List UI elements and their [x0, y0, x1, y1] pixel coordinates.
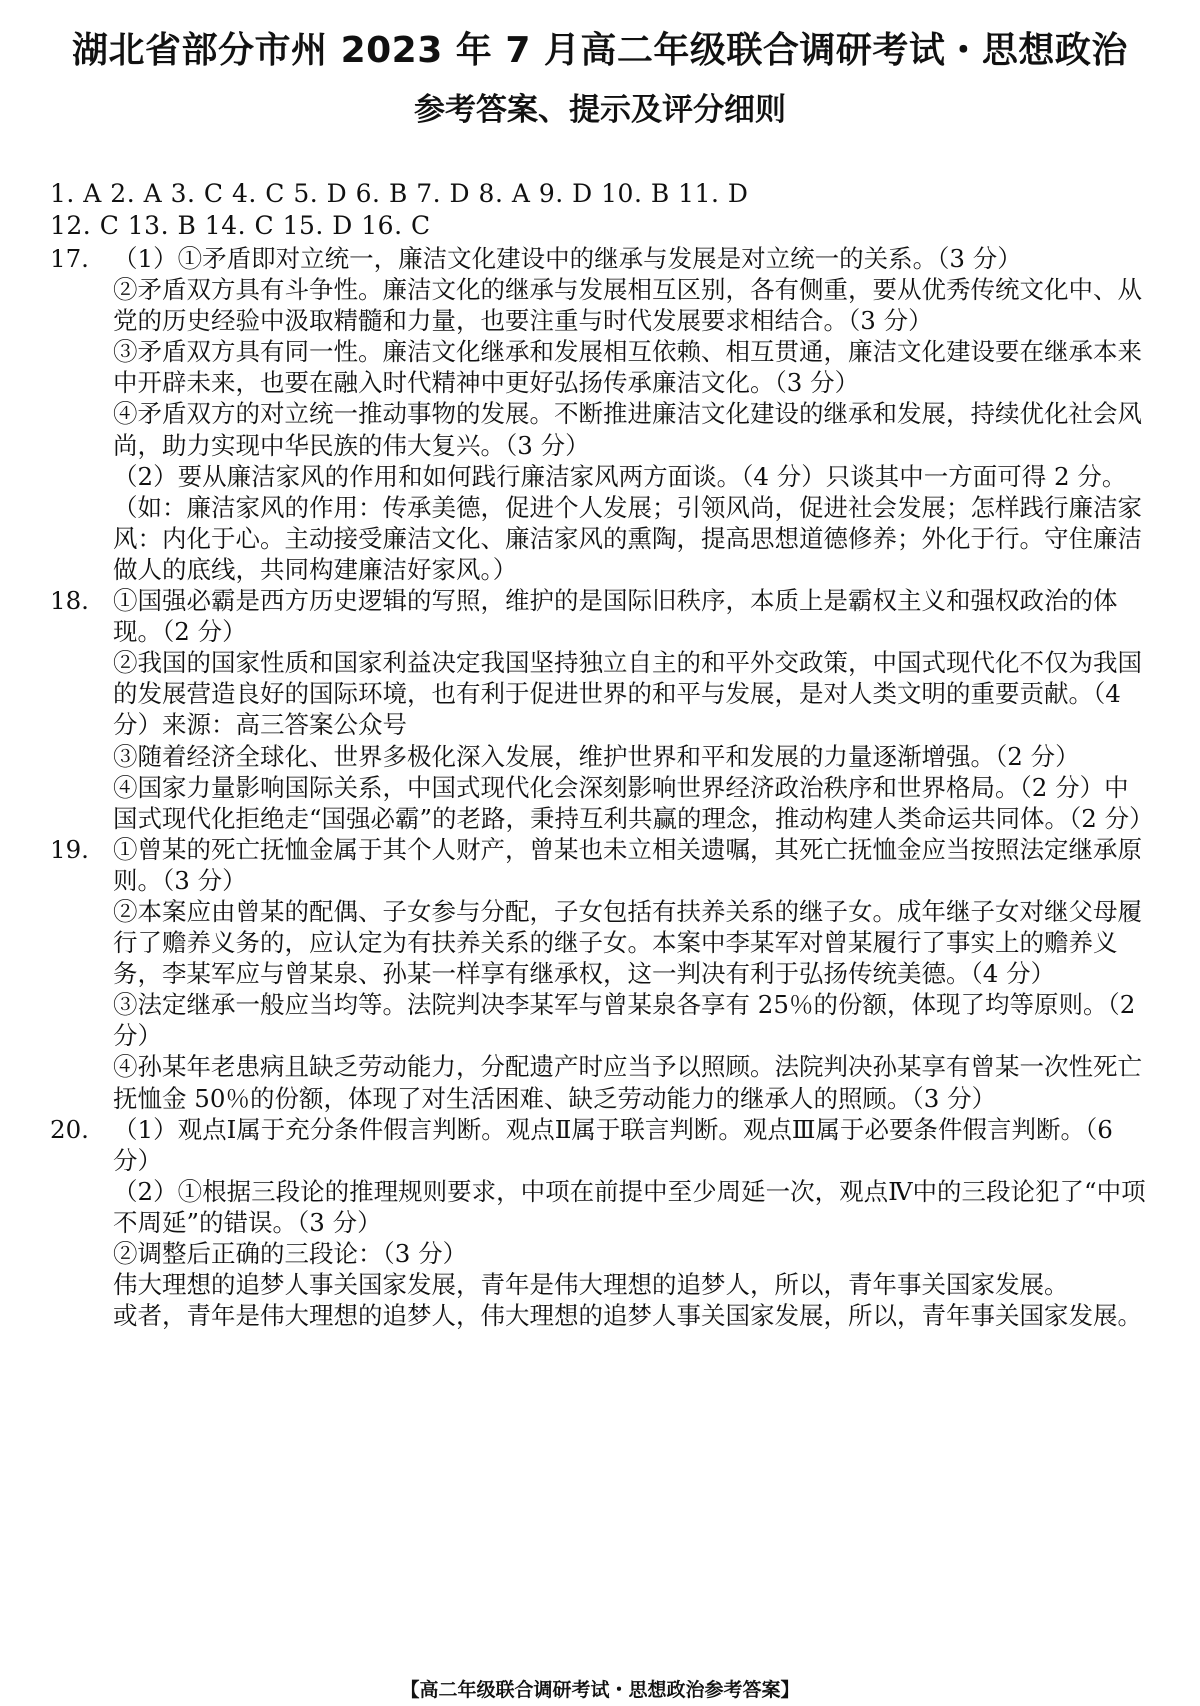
answer-paragraph: ③矛盾双方具有同一性。廉洁文化继承和发展相互依赖、相互贯通，廉洁文化建设要在继承本来中开辟未来，也要在融入时代精神中更好弘扬传承廉洁文化。（3 分） — [113, 337, 1142, 398]
answer-paragraph: ①国强必霸是西方历史逻辑的写照，维护的是国际旧秩序，本质上是霸权主义和强权政治的体现。（2 分） — [113, 586, 1118, 647]
answer-paragraph: ②我国的国家性质和国家利益决定我国坚持独立自主的和平外交政策，中国式现代化不仅为我国的发展营造良好的国际环境，也有利于促进世界的和平与发展，是对人类文明的重要贡献。（4 分）来源：高三答案公众号 — [113, 648, 1142, 740]
answer-paragraph: ④孙某年老患病且缺乏劳动能力，分配遗产时应当予以照顾。法院判决孙某享有曾某一次性死亡抚恤金 50％的份额，体现了对生活困难、缺乏劳动能力的继承人的照顾。（3 分） — [113, 1052, 1142, 1113]
answer-paragraph: ③法定继承一般应当均等。法院判决李某军与曾某泉各享有 25％的份额，体现了均等原则。（2 分） — [113, 990, 1136, 1051]
answer-paragraph: （如：廉洁家风的作用：传承美德，促进个人发展；引领风尚，促进社会发展；怎样践行廉洁家风：内化于心。主动接受廉洁文化、廉洁家风的熏陶，提高思想道德修养；外化于行。守住廉洁做人的底线，共同构建廉洁好家风。） — [113, 492, 1142, 584]
answer-paragraph: ③随着经济全球化、世界多极化深入发展，维护世界和平和发展的力量逐渐增强。（2 分） — [113, 741, 1080, 771]
choice-answers-line-2: 12. C 13. B 14. C 15. D 16. C — [50, 211, 431, 240]
question-20 — [0, 1114, 1200, 1332]
answer-paragraph: ②调整后正确的三段论：（3 分） — [113, 1239, 468, 1268]
question-19 — [0, 834, 1200, 1114]
answer-paragraph: （2）①根据三段论的推理规则要求，中项在前提中至少周延一次，观点Ⅳ中的三段论犯了“中项不周延”的错误。（3 分） — [113, 1176, 1146, 1237]
document-title: 湖北省部分市州 2023 年 7 月高二年级联合调研考试・思想政治 — [72, 30, 1128, 71]
choice-answers-line-1: 1. A 2. A 3. C 4. C 5. D 6. B 7. D 8. A 9. D 10. B 11. D — [50, 179, 749, 208]
answer-paragraph: ②矛盾双方具有斗争性。廉洁文化的继承与发展相互区别，各有侧重，要从优秀传统文化中、从党的历史经验中汲取精髓和力量，也要注重与时代发展要求相结合。（3 分） — [113, 275, 1142, 336]
answer-paragraph: （1）观点Ⅰ属于充分条件假言判断。观点Ⅱ属于联言判断。观点Ⅲ属于必要条件假言判断。（6 分） — [113, 1114, 1113, 1175]
answer-paragraph: 伟大理想的追梦人事关国家发展，青年是伟大理想的追梦人，所以，青年事关国家发展。 — [113, 1270, 1069, 1300]
answer-paragraph: ②本案应由曾某的配偶、子女参与分配，子女包括有扶养关系的继子女。成年继子女对继父母履行了赡养义务的，应认定为有扶养关系的继子女。本案中李某军对曾某履行了事实上的赡养义务，李某军应与曾某泉、孙某一样享有继承权，这一判决有利于弘扬传统美德。（4 分） — [113, 896, 1142, 989]
question-number: 20. — [50, 1114, 89, 1144]
answer-paragraph: 或者，青年是伟大理想的追梦人，伟大理想的追梦人事关国家发展，所以，青年事关国家发展。 — [113, 1301, 1142, 1331]
answer-paragraph: （2）要从廉洁家风的作用和如何践行廉洁家风两方面谈。（4 分）只谈其中一方面可得 2 分。 — [113, 461, 1127, 491]
page-footer: 【高二年级联合调研考试・思想政治参考答案】 — [400, 1679, 800, 1701]
answer-paragraph: ①曾某的死亡抚恤金属于其个人财产，曾某也未立相关遗嘱，其死亡抚恤金应当按照法定继承原则。（3 分） — [113, 834, 1142, 895]
question-number: 17. — [50, 244, 89, 273]
answer-paragraph: ④矛盾双方的对立统一推动事物的发展。不断推进廉洁文化建设的继承和发展，持续优化社会风尚，助力实现中华民族的伟大复兴。（3 分） — [113, 399, 1142, 460]
question-number: 18. — [50, 586, 89, 616]
answer-body — [0, 243, 1200, 1331]
document-subtitle: 参考答案、提示及评分细则 — [414, 92, 786, 128]
question-17 — [0, 243, 1200, 585]
question-number: 19. — [50, 834, 89, 864]
answer-paragraph: （1）①矛盾即对立统一，廉洁文化建设中的继承与发展是对立统一的关系。（3 分） — [113, 244, 1022, 273]
answer-paragraph: ④国家力量影响国际关系，中国式现代化会深刻影响世界经济政治秩序和世界格局。（2 分）中国式现代化拒绝走“国强必霸”的老路，秉持互利共赢的理念，推动构建人类命运共同体。（2 分） — [113, 772, 1154, 833]
question-18 — [0, 585, 1200, 834]
